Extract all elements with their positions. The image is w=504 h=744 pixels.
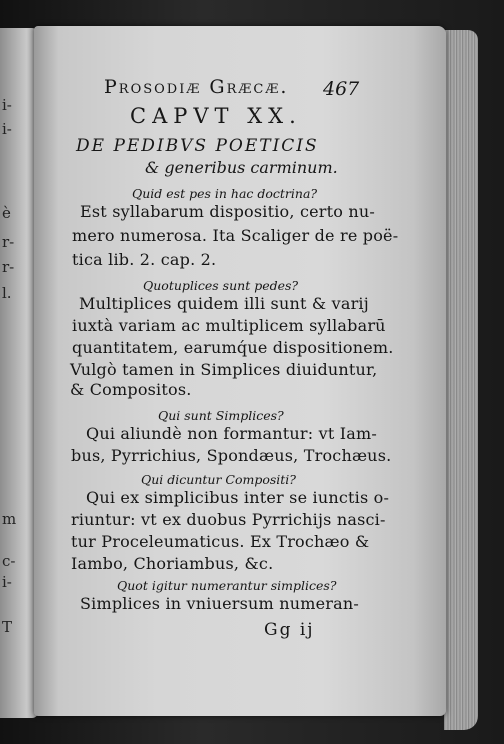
question: Quid est pes in hac doctrina?: [132, 186, 318, 201]
left-fragment: r-: [2, 258, 15, 276]
text-line: quantitatem, earumq́ue dispositionem.: [72, 338, 394, 357]
text-line: mero numerosa. Ita Scaliger de re poë-: [72, 226, 399, 245]
text-line: & Compositos.: [70, 380, 192, 399]
text-line: tur Proceleumaticus. Ex Trochæo &: [71, 532, 370, 551]
question: Quotuplices sunt pedes?: [143, 278, 299, 293]
text-line: iuxtà variam ac multiplicem syllabarū: [72, 316, 386, 335]
chapter-title-line2: & generibus carminum.: [145, 158, 338, 177]
text-line: Vulgò tamen in Simplices diuiduntur,: [70, 360, 378, 379]
text-line: Multiplices quidem illi sunt & varij: [79, 294, 369, 313]
question: Qui dicuntur Compositi?: [141, 472, 296, 487]
question: Quot igitur numerantur simplices?: [117, 578, 337, 593]
left-fragment: i-: [2, 96, 12, 114]
left-fragment: i-: [2, 573, 12, 591]
chapter-title-line1: DE PEDIBVS POETICIS: [76, 136, 319, 156]
signature-mark: Gg ij: [264, 620, 315, 640]
left-fragment: l.: [2, 284, 12, 302]
text-line: Iambo, Choriambus, &c.: [71, 554, 274, 573]
left-fragment: r-: [2, 233, 15, 251]
left-fragment: è: [2, 204, 11, 222]
chapter-heading: CAPVT XX.: [130, 104, 302, 128]
text-line: Qui ex simplicibus inter se iunctis o-: [86, 488, 390, 507]
left-fragment: i-: [2, 120, 12, 138]
text-line: Qui aliundè non formantur: vt Iam-: [86, 424, 378, 443]
left-fragment: T: [2, 618, 13, 636]
text-line: Simplices in vniuersum numeran-: [80, 594, 359, 613]
left-fragment: m: [2, 510, 17, 528]
text-line: riuntur: vt ex duobus Pyrrichijs nasci-: [71, 510, 386, 529]
left-fragment: c-: [2, 552, 16, 570]
page-number: 467: [323, 78, 360, 100]
left-page-margin: [0, 28, 38, 718]
text-line: Est syllabarum dispositio, certo nu-: [80, 202, 375, 221]
running-title: Prosodiæ Græcæ.: [104, 76, 289, 98]
text-line: tica lib. 2. cap. 2.: [72, 250, 217, 269]
question: Qui sunt Simplices?: [158, 408, 284, 423]
text-line: bus, Pyrrichius, Spondæus, Trochæus.: [71, 446, 392, 465]
page-edges: [444, 30, 478, 730]
